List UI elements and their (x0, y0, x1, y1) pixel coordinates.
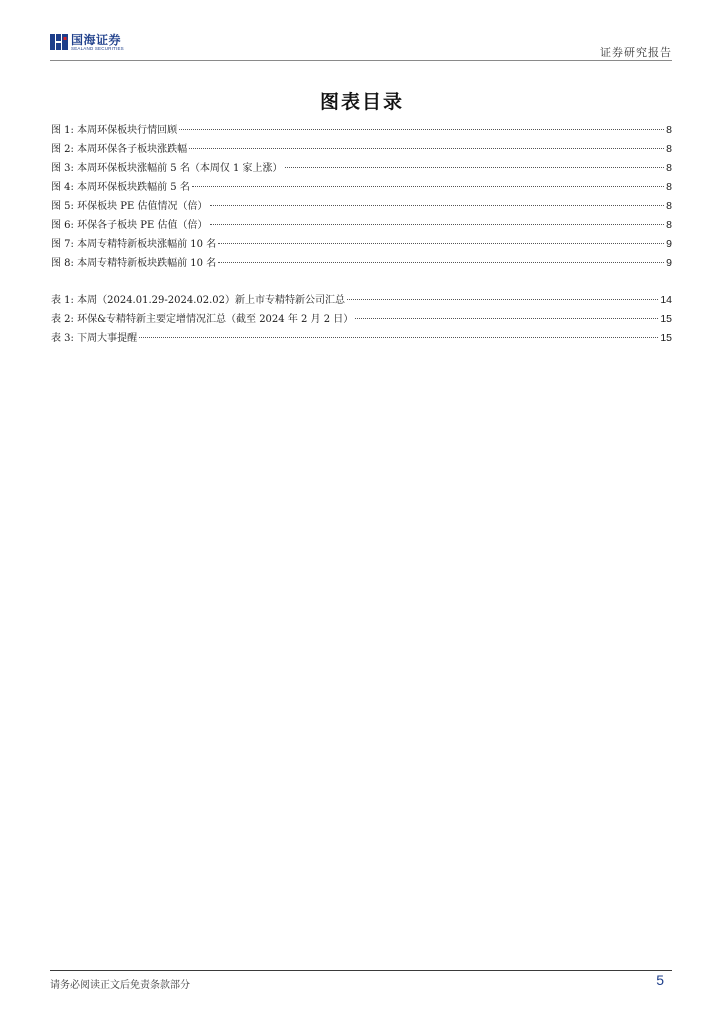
toc-entry-text: 本周环保板块行情回顾 (77, 125, 178, 136)
toc-entry-label: 表 2: (51, 314, 74, 325)
toc-entry-label: 表 1: (51, 295, 74, 306)
toc-entry-text: 本周专精特新板块涨幅前 10 名 (77, 239, 217, 250)
toc-entry-title (51, 121, 177, 136)
toc-dot-leader (139, 337, 658, 338)
page-number: 5 (656, 972, 664, 988)
toc-entry-title (51, 291, 345, 306)
toc-dot-leader (218, 243, 664, 244)
toc-entry-label: 图 7: (51, 239, 74, 250)
logo-chinese-name: 国海证券 (71, 33, 122, 47)
toc-entry-label: 图 5: (51, 201, 74, 212)
toc-entry-figure-7[interactable] (51, 235, 672, 254)
toc-entry-table-1[interactable] (51, 291, 672, 310)
page-title: 图表目录 (319, 91, 404, 113)
toc-entry-figure-8[interactable] (51, 254, 672, 273)
toc-entry-title (51, 159, 283, 174)
toc-entry-label: 表 3: (51, 333, 74, 344)
toc-entry-title (51, 254, 216, 269)
toc-entry-text: 环保&专精特新主要定增情况汇总（截至 2024 年 2 月 2 日） (77, 314, 354, 325)
figure-list (51, 121, 672, 273)
toc-entry-text: 本周环保板块跌幅前 5 名 (77, 182, 190, 193)
toc-entry-figure-2[interactable] (51, 140, 672, 159)
toc-dot-leader (218, 262, 664, 263)
toc-entry-label: 图 4: (51, 182, 74, 193)
toc-entry-page: 8 (666, 124, 672, 136)
toc-entry-page: 8 (666, 200, 672, 212)
toc-entry-figure-4[interactable] (51, 178, 672, 197)
toc-entry-label: 图 3: (51, 163, 74, 174)
footer-disclaimer: 请务必阅读正文后免责条款部分 (50, 980, 190, 991)
toc-entry-figure-5[interactable] (51, 197, 672, 216)
toc-entry-text: 本周（2024.01.29-2024.02.02）新上市专精特新公司汇总 (77, 295, 345, 306)
toc-entry-figure-6[interactable] (51, 216, 672, 235)
toc-entry-text: 本周专精特新板块跌幅前 10 名 (77, 258, 217, 269)
toc-dot-leader (210, 224, 665, 225)
toc-entry-text: 环保各子板块 PE 估值（倍） (77, 220, 208, 231)
toc-entry-title (51, 310, 353, 325)
table-list (51, 291, 672, 348)
sealand-logo-icon (50, 33, 68, 51)
footer-divider (50, 970, 672, 971)
toc-entry-page: 15 (660, 332, 672, 344)
toc-entry-page: 8 (666, 219, 672, 231)
toc-entry-page: 9 (666, 238, 672, 250)
toc-entry-label: 图 8: (51, 258, 74, 269)
toc-entry-label: 图 1: (51, 125, 74, 136)
toc-entry-page: 8 (666, 143, 672, 155)
toc-entry-page: 14 (660, 294, 672, 306)
toc-dot-leader (189, 148, 664, 149)
toc-dot-leader (355, 318, 658, 319)
toc-entry-table-3[interactable] (51, 329, 672, 348)
toc-dot-leader (285, 167, 665, 168)
company-logo (50, 31, 140, 53)
toc-dot-leader (347, 299, 658, 300)
toc-entry-title (51, 216, 208, 231)
logo-english-name: SEALAND SECURITIES (71, 46, 124, 51)
toc-entry-figure-3[interactable] (51, 159, 672, 178)
toc-entry-text: 本周环保板块涨幅前 5 名（本周仅 1 家上涨） (77, 163, 283, 174)
toc-entry-title (51, 178, 190, 193)
toc-entry-page: 9 (666, 257, 672, 269)
toc-entry-text: 下周大事提醒 (77, 333, 138, 344)
toc-dot-leader (179, 129, 664, 130)
header-divider (50, 60, 672, 61)
toc-entry-title (51, 197, 208, 212)
toc-entry-text: 本周环保各子板块涨跌幅 (77, 144, 188, 155)
report-type-label: 证券研究报告 (600, 46, 672, 59)
toc-dot-leader (192, 186, 664, 187)
toc-entry-title (51, 329, 137, 344)
toc-entry-text: 环保板块 PE 估值情况（倍） (77, 201, 208, 212)
toc-entry-label: 图 2: (51, 144, 74, 155)
toc-entry-label: 图 6: (51, 220, 74, 231)
toc-entry-page: 8 (666, 181, 672, 193)
toc-entry-page: 15 (660, 313, 672, 325)
toc-entry-table-2[interactable] (51, 310, 672, 329)
toc-entry-page: 8 (666, 162, 672, 174)
toc-entry-title (51, 235, 216, 250)
toc-entry-title (51, 140, 187, 155)
toc-entry-figure-1[interactable] (51, 121, 672, 140)
toc-dot-leader (210, 205, 665, 206)
